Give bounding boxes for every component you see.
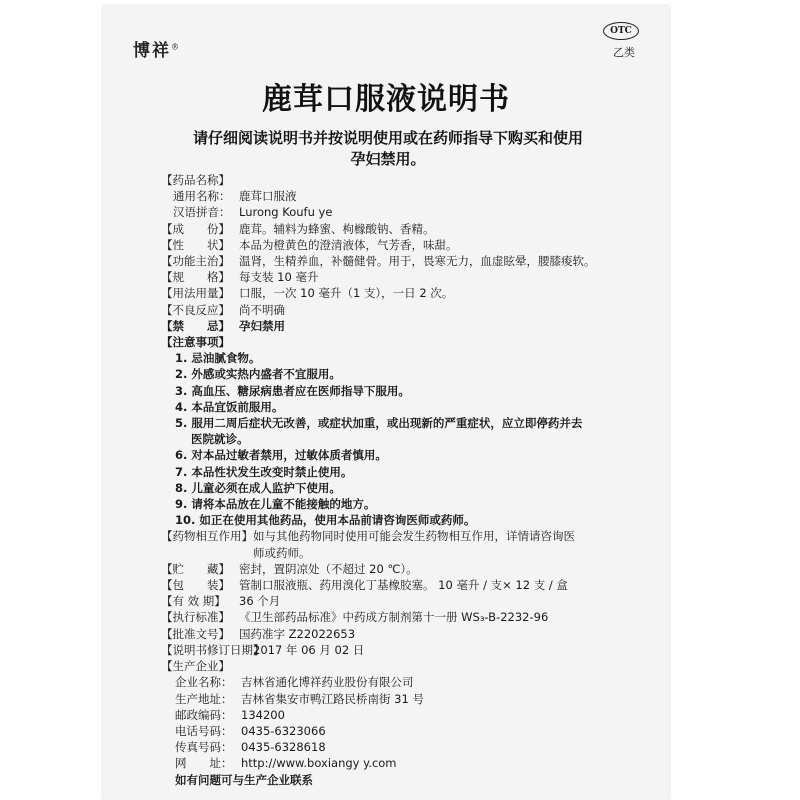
validity-row: 【有 效 期】 36 个月: [161, 594, 281, 609]
manufacturer-header: 【生产企业】: [161, 659, 230, 674]
footer-note: 如有问题可与生产企业联系: [175, 772, 313, 787]
precaution-item: 2. 外感或实热内盛者不宜服用。: [175, 367, 341, 382]
otc-badge: OTC: [603, 22, 639, 40]
precaution-item: 6. 对本品过敏者禁用，过敏体质者慎用。: [175, 448, 387, 463]
properties-row: 【性 状】 本品为橙黄色的澄清液体，气芳香，味甜。: [161, 237, 458, 252]
storage-row: 【贮 藏】 密封，置阴凉处（不超过 20 ℃）。: [161, 561, 418, 576]
precaution-item: 1. 忌油腻食物。: [175, 351, 261, 366]
spec-row: 【规 格】 每支装 10 毫升: [161, 270, 319, 285]
precaution-item: 7. 本品性状发生改变时禁止使用。: [175, 464, 353, 479]
leaflet-sheet: [103, 6, 669, 800]
drug-name-header: 【药品名称】: [161, 173, 230, 187]
generic-name-row: 通用名称： 鹿茸口服液: [173, 189, 297, 204]
standard-row: 【执行标准】 《卫生部药品标准》中药成方制剂第十一册 WS₃-B-2232-96: [161, 610, 549, 625]
brand-logo: 博祥®: [133, 41, 181, 61]
otc-class: 乙类: [613, 46, 635, 59]
adverse-row: 【不良反应】 尚不明确: [161, 302, 285, 317]
phone-row: 电话号码： 0435-6323066: [175, 723, 326, 738]
approval-row: 【批准文号】 国药准字 Z22022653: [161, 626, 356, 641]
page-title: 鹿茸口服液说明书: [262, 82, 510, 117]
precaution-item-continued: 医院就诊。: [191, 432, 249, 447]
revision-row: 【说明书修订日期】 2017 年 06 月 02 日: [161, 642, 365, 657]
postcode-row: 邮政编码： 134200: [175, 707, 285, 722]
contraindications-row: 【禁 忌】 孕妇禁用: [161, 318, 285, 333]
precautions-header: 【注意事项】: [161, 335, 230, 350]
pinyin-row: 汉语拼音： Lurong Koufu ye: [173, 205, 333, 220]
package-row: 【包 装】 管制口服液瓶、药用溴化丁基橡胶塞。 10 毫升 / 支× 12 支 / 盒: [161, 578, 568, 593]
fax-row: 传真号码： 0435-6328618: [175, 740, 326, 755]
interaction-row-continued: 师或药师。: [253, 545, 311, 560]
precaution-item: 9. 请将本品放在儿童不能接触的地方。: [175, 497, 376, 512]
interaction-row: 【药物相互作用】 如与其他药物同时使用可能会发生药物相互作用，详情请咨询医: [161, 529, 575, 544]
ingredients-row: 【成 份】 鹿茸。辅料为蜂蜜、枸橼酸钠、香精。: [161, 221, 435, 236]
website-row: 网 址： http://www.boxiangy y.com: [175, 756, 397, 771]
precaution-item: 8. 儿童必须在成人监护下使用。: [175, 480, 341, 495]
leaflet-body: [161, 172, 661, 788]
precaution-item: 4. 本品宜饭前服用。: [175, 399, 284, 414]
company-row: 企业名称： 吉林省通化博祥药业股份有限公司: [175, 675, 414, 690]
precaution-item: 5. 服用二周后症状无改善，或症状加重，或出现新的严重症状，应立即停药并去: [175, 416, 583, 431]
address-row: 生产地址： 吉林省集安市鸭江路民桥南街 31 号: [175, 691, 424, 706]
usage-row: 【用法用量】 口服，一次 10 毫升（1 支），一日 2 次。: [161, 286, 454, 301]
indications-row: 【功能主治】 温肾，生精养血，补髓健骨。用于，畏寒无力，血虚眩晕，腰膝痠软。: [161, 254, 596, 269]
precaution-item: 10. 如正在使用其他药品，使用本品前请咨询医师或药师。: [175, 513, 476, 528]
warning-text: 请仔细阅读说明书并按说明使用或在药师指导下购买和使用 孕妇禁用。: [192, 129, 583, 168]
precaution-item: 3. 高血压、糖尿病患者应在医师指导下服用。: [175, 383, 410, 398]
